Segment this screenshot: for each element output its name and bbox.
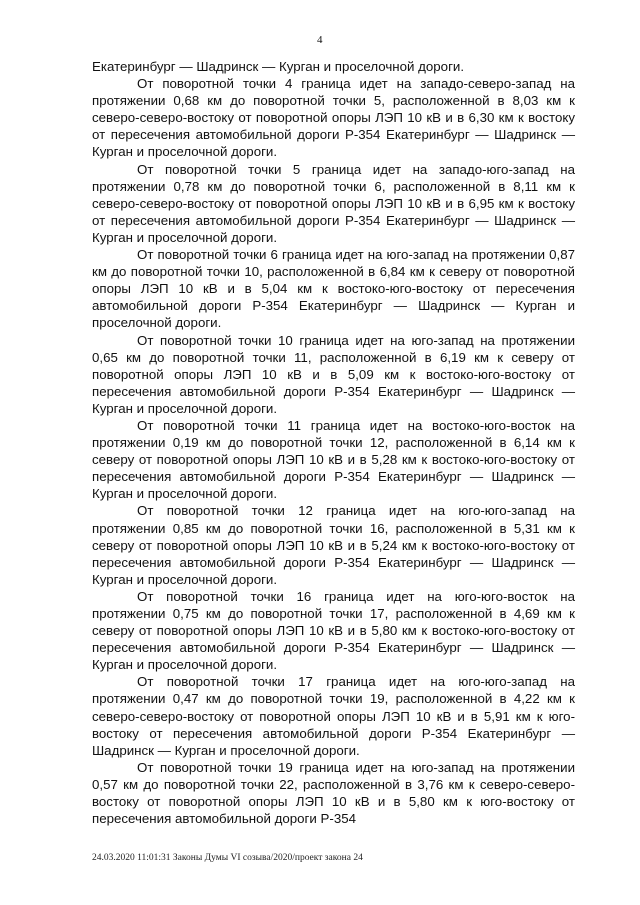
paragraph: От поворотной точки 10 граница идет на юго-запад на протяжении 0,65 км до поворотной точки 11, расположенной в 6,19 км к северу от поворотной опоры ЛЭП 10 кВ и в 5,09 км к востоко-юго-востоку от пересечения автомобильной дороги Р-354 Екатеринбург — Шадринск — Курган и проселочной дороги. — [92, 332, 575, 416]
paragraph: От поворотной точки 19 граница идет на юго-запад на протяжении 0,57 км до поворотной точки 22, расположенной в 3,76 км к северо-северо-востоку от поворотной опоры ЛЭП 10 кВ и в 5,80 км к юго-востоку от пересечения автомобильной дороги Р-354 — [92, 759, 575, 827]
paragraph: От поворотной точки 6 граница идет на юго-запад на протяжении 0,87 км до поворотной точки 10, расположенной в 6,84 км к северу от поворотной опоры ЛЭП 10 кВ и в 5,04 км к востоко-юго-востоку от пересечения автомобильной дороги Р-354 Екатеринбург — Шадринск — Курган и проселочной дороги. — [92, 247, 575, 331]
paragraph: От поворотной точки 17 граница идет на юго-юго-запад на протяжении 0,47 км до поворотной точки 19, расположенной в 4,22 км к северо-северо-востоку от поворотной опоры ЛЭП 10 кВ и в 5,91 км к юго-востоку от пересечения автомобильной дороги Р-354 Екатеринбург — Шадринск — Курган и проселочной дороги. — [92, 674, 575, 758]
paragraph: От поворотной точки 16 граница идет на юго-юго-восток на протяжении 0,75 км до поворотной точки 17, расположенной в 4,69 км к северу от поворотной опоры ЛЭП 10 кВ и в 5,80 км к востоко-юго-востоку от пересечения автомобильной дороги Р-354 Екатеринбург — Шадринск — Курган и проселочной дороги. — [92, 588, 575, 673]
paragraph-continuation: Екатеринбург — Шадринск — Курган и проселочной дороги. — [92, 59, 465, 74]
document-footer: 24.03.2020 11:01:31 Законы Думы VI созыва/2020/проект закона 24 — [92, 853, 363, 863]
paragraph: От поворотной точки 12 граница идет на юго-юго-запад на протяжении 0,85 км до поворотной точки 16, расположенной в 5,31 км к северу от поворотной опоры ЛЭП 10 кВ и в 5,24 км к востоко-юго-востоку от пересечения автомобильной дороги Р-354 Екатеринбург — Шадринск — Курган и проселочной дороги. — [92, 503, 575, 587]
paragraph: От поворотной точки 5 граница идет на западо-юго-запад на протяжении 0,78 км до поворотной точки 6, расположенной в 8,11 км к северо-северо-востоку от поворотной опоры ЛЭП 10 кВ и в 6,95 км к востоку от пересечения автомобильной дороги Р-354 Екатеринбург — Шадринск — Курган и проселочной дороги. — [92, 161, 575, 245]
paragraph: От поворотной точки 11 граница идет на востоко-юго-восток на протяжении 0,19 км до поворотной точки 12, расположенной в 6,14 км к северу от поворотной опоры ЛЭП 10 кВ и в 5,28 км к востоко-юго-востоку от пересечения автомобильной дороги Р-354 Екатеринбург — Шадринск — Курган и проселочной дороги. — [92, 417, 575, 502]
page-number: 4 — [317, 34, 323, 46]
paragraph: От поворотной точки 4 граница идет на западо-северо-запад на протяжении 0,68 км до поворотной точки 5, расположенной в 8,03 км к северо-северо-востоку от поворотной опоры ЛЭП 10 кВ и в 6,30 км к востоку от пересечения автомобильной дороги Р-354 Екатеринбург — Шадринск — Курган и проселочной дороги. — [92, 76, 575, 160]
document-body — [92, 58, 575, 827]
